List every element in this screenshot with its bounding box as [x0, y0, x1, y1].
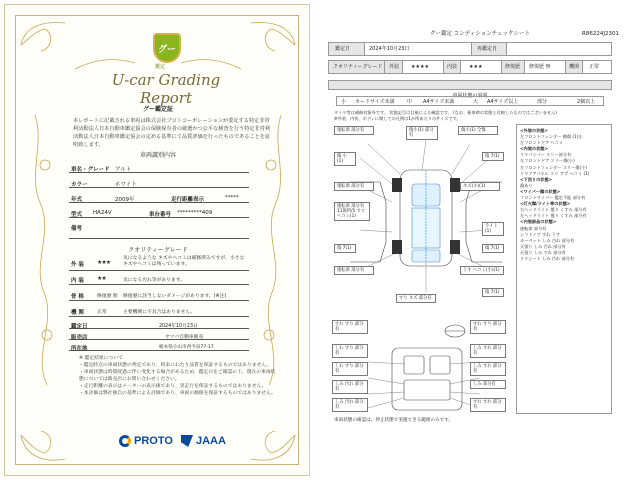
damage-label: すり キズ 部分有: [396, 294, 436, 303]
jaaa-logo: JAAA: [181, 435, 226, 447]
damage-label: 運転席 部分有: [334, 182, 374, 191]
row-color: カラー ホワイト: [69, 176, 249, 188]
script-title: U-car Grading Report: [111, 71, 221, 107]
row-year: 年式 2009年 走行距離表示 *****: [69, 191, 249, 203]
reference-number: R86224J2301: [582, 31, 619, 37]
legend-sizes: 小 カードサイズ未満 中 A4サイズ未満 大 A4サイズ以上 部分 2個以上: [336, 96, 604, 106]
damage-diagram: [330, 122, 510, 414]
legend-note-2: ※外装、内装、ボディに関しての凡例は1か所あたりのサイズです。: [334, 116, 461, 121]
interior-label: しみ すれ 部分有: [470, 344, 506, 358]
damage-label: 傷 7(1): [482, 288, 504, 297]
grade-frame: 骨 格 修復歴 無 修復歴に該当しないダメージがあります。(※注): [69, 287, 249, 301]
row-model: 型式 HA24V 車台番号 *********409: [69, 206, 249, 218]
jaaa-logo-icon: [181, 435, 193, 447]
vehicle-section-title: 車両識別内容: [139, 152, 176, 159]
interior-label: しみ 汚れ 部分有: [332, 398, 368, 412]
goo-kantei-logo: グー: [153, 33, 181, 63]
grading-certificate: [4, 4, 310, 476]
damage-label: 運転席 部分有: [334, 126, 374, 135]
interior-label: しわ すり 部分有: [332, 362, 368, 376]
damage-label: うす ヘコミ(小)(1): [460, 266, 504, 275]
grade-engine: 機 関 正常 主要機関に不具合はありません。: [69, 303, 249, 317]
certificate-notes: ※ 鑑定結果について ・鑑定時点の車両状態の判定であり、将来にわたり品質を保証するものではありません。 ・車両状態は時間経過に伴い変化する場合があるため、鑑定日をご確認の上、現在の車両状態については販売店にお問い合わせください。 ・走行距離の表示はメーターの表示値であり、実走行を保証するものではありません。 ・本評価は弊社独自の基準による評価であり、車両の価値を保証するものではありません。: [79, 356, 276, 396]
certificate-heading: グー鑑定証: [142, 106, 173, 113]
damage-label: 運転席 部分有: [334, 266, 374, 275]
row-remarks: 備考: [69, 221, 249, 239]
interior-label: すれ すり 部分有: [470, 320, 506, 334]
damage-label: 運転席 部分有 11箇所/5 すぐ ヘコミ(1): [334, 202, 370, 221]
proto-logo-icon: [119, 435, 131, 447]
damage-label: 傷小(1) 部分有: [406, 126, 438, 140]
row-address: 所在地 栃木県小山市西今泉77-17: [69, 341, 249, 351]
interior-label: すれ すれ 部分有: [470, 398, 506, 412]
damage-label: 傷 小(1): [334, 152, 356, 166]
sheet-title: グー鑑定 コンディションチェックシート: [430, 31, 531, 37]
row-date: 鑑定日 2024年10月23日: [69, 319, 249, 329]
legend-note: タイヤ等は補修対象外です。 状態記号は目視による確認です。 (なお、新車時の状態と比較したものではございません): [334, 110, 557, 115]
certificate-intro: 本レポートに記載される車両は株式会社プロトコーポレーションが委託する特定非営利活動法人日本自動車鑑定協会の保険保有者の厳選かつ公平な検査を行う特定非営利活動法人日本自動車鑑定協会の定める基準にて品質評価を行ったものであることを証明致します。: [73, 118, 271, 148]
interior-label: しみ すれ 部分有: [470, 362, 506, 376]
condition-list: <外装の状態> 左フロントフェンダー 擦傷 (1)左 左フロントドア ヘコミ <内装の状態> リヤバンパー スリー部分有 左フロントドア スリー傷(小) 左フロントフェンダー スリー傷(小) リヤドアパネル スリ すず ヘコミ (1) <下回りの状態> 錆あり <ワイパー類の状態> フロントワイパー 鑑定不能 部分有 <灯火類/ライト等の状態> 右ヘッドライト 曇り くすみ 部分有 左ヘッドライト 曇り くすみ 部分有 <内装部品の状態> 運転席 部分有 シフトノブ すれ うす カーペット しみ 汚れ 部分有 天張り しみ 汚れ 部分有 天張り しみ すれ 部分有 リヤシート しみ 汚れ 部分有: [516, 124, 612, 414]
logo-subtext: 鑑定: [155, 64, 166, 70]
interior-label: しみ 部分有: [470, 380, 506, 389]
interior-label: しみ 汚れ 部分有: [332, 380, 368, 394]
legend-title: 車両状態の説明: [328, 80, 612, 90]
damage-label: ライト(1): [482, 222, 504, 236]
footer-note: 車両状態の確認は、停止状態で実施できる範囲のみです。: [334, 418, 454, 423]
interior-label: しわ すり 部分有: [332, 344, 368, 358]
row-name: 車名・グレード アルト: [69, 161, 249, 173]
interior-label: すれ すり 部分有: [332, 320, 368, 334]
damage-label: 傷小(1) 全傷: [458, 126, 498, 135]
damage-label: 傷 7(1): [482, 244, 504, 253]
proto-logo: PROTO: [119, 435, 173, 447]
quality-row: クオリティーグレード 外装 ★★★★ 内装 ★★★ 修復歴 修復歴 無 機関 正常: [328, 60, 612, 74]
damage-label: 傷 7(1): [334, 244, 356, 253]
damage-label: 傷 7(1): [482, 152, 504, 161]
damage-label: キズ(小)(1): [460, 182, 500, 191]
quality-section-title: クオリティーグレード: [128, 247, 188, 254]
grade-exterior: 外 装 ★★★ 気になるような キズやヘコミは補修済みですが、小さなキズやヘコミは残っています。: [69, 255, 249, 271]
grade-interior: 内 装 ★★ 気になる汚れ等があります。: [69, 271, 249, 285]
row-shop: 販売店 ヤツバ自動車販売: [69, 330, 249, 340]
date-row: 鑑定日 2024年10月23日 再鑑定日: [328, 42, 612, 56]
